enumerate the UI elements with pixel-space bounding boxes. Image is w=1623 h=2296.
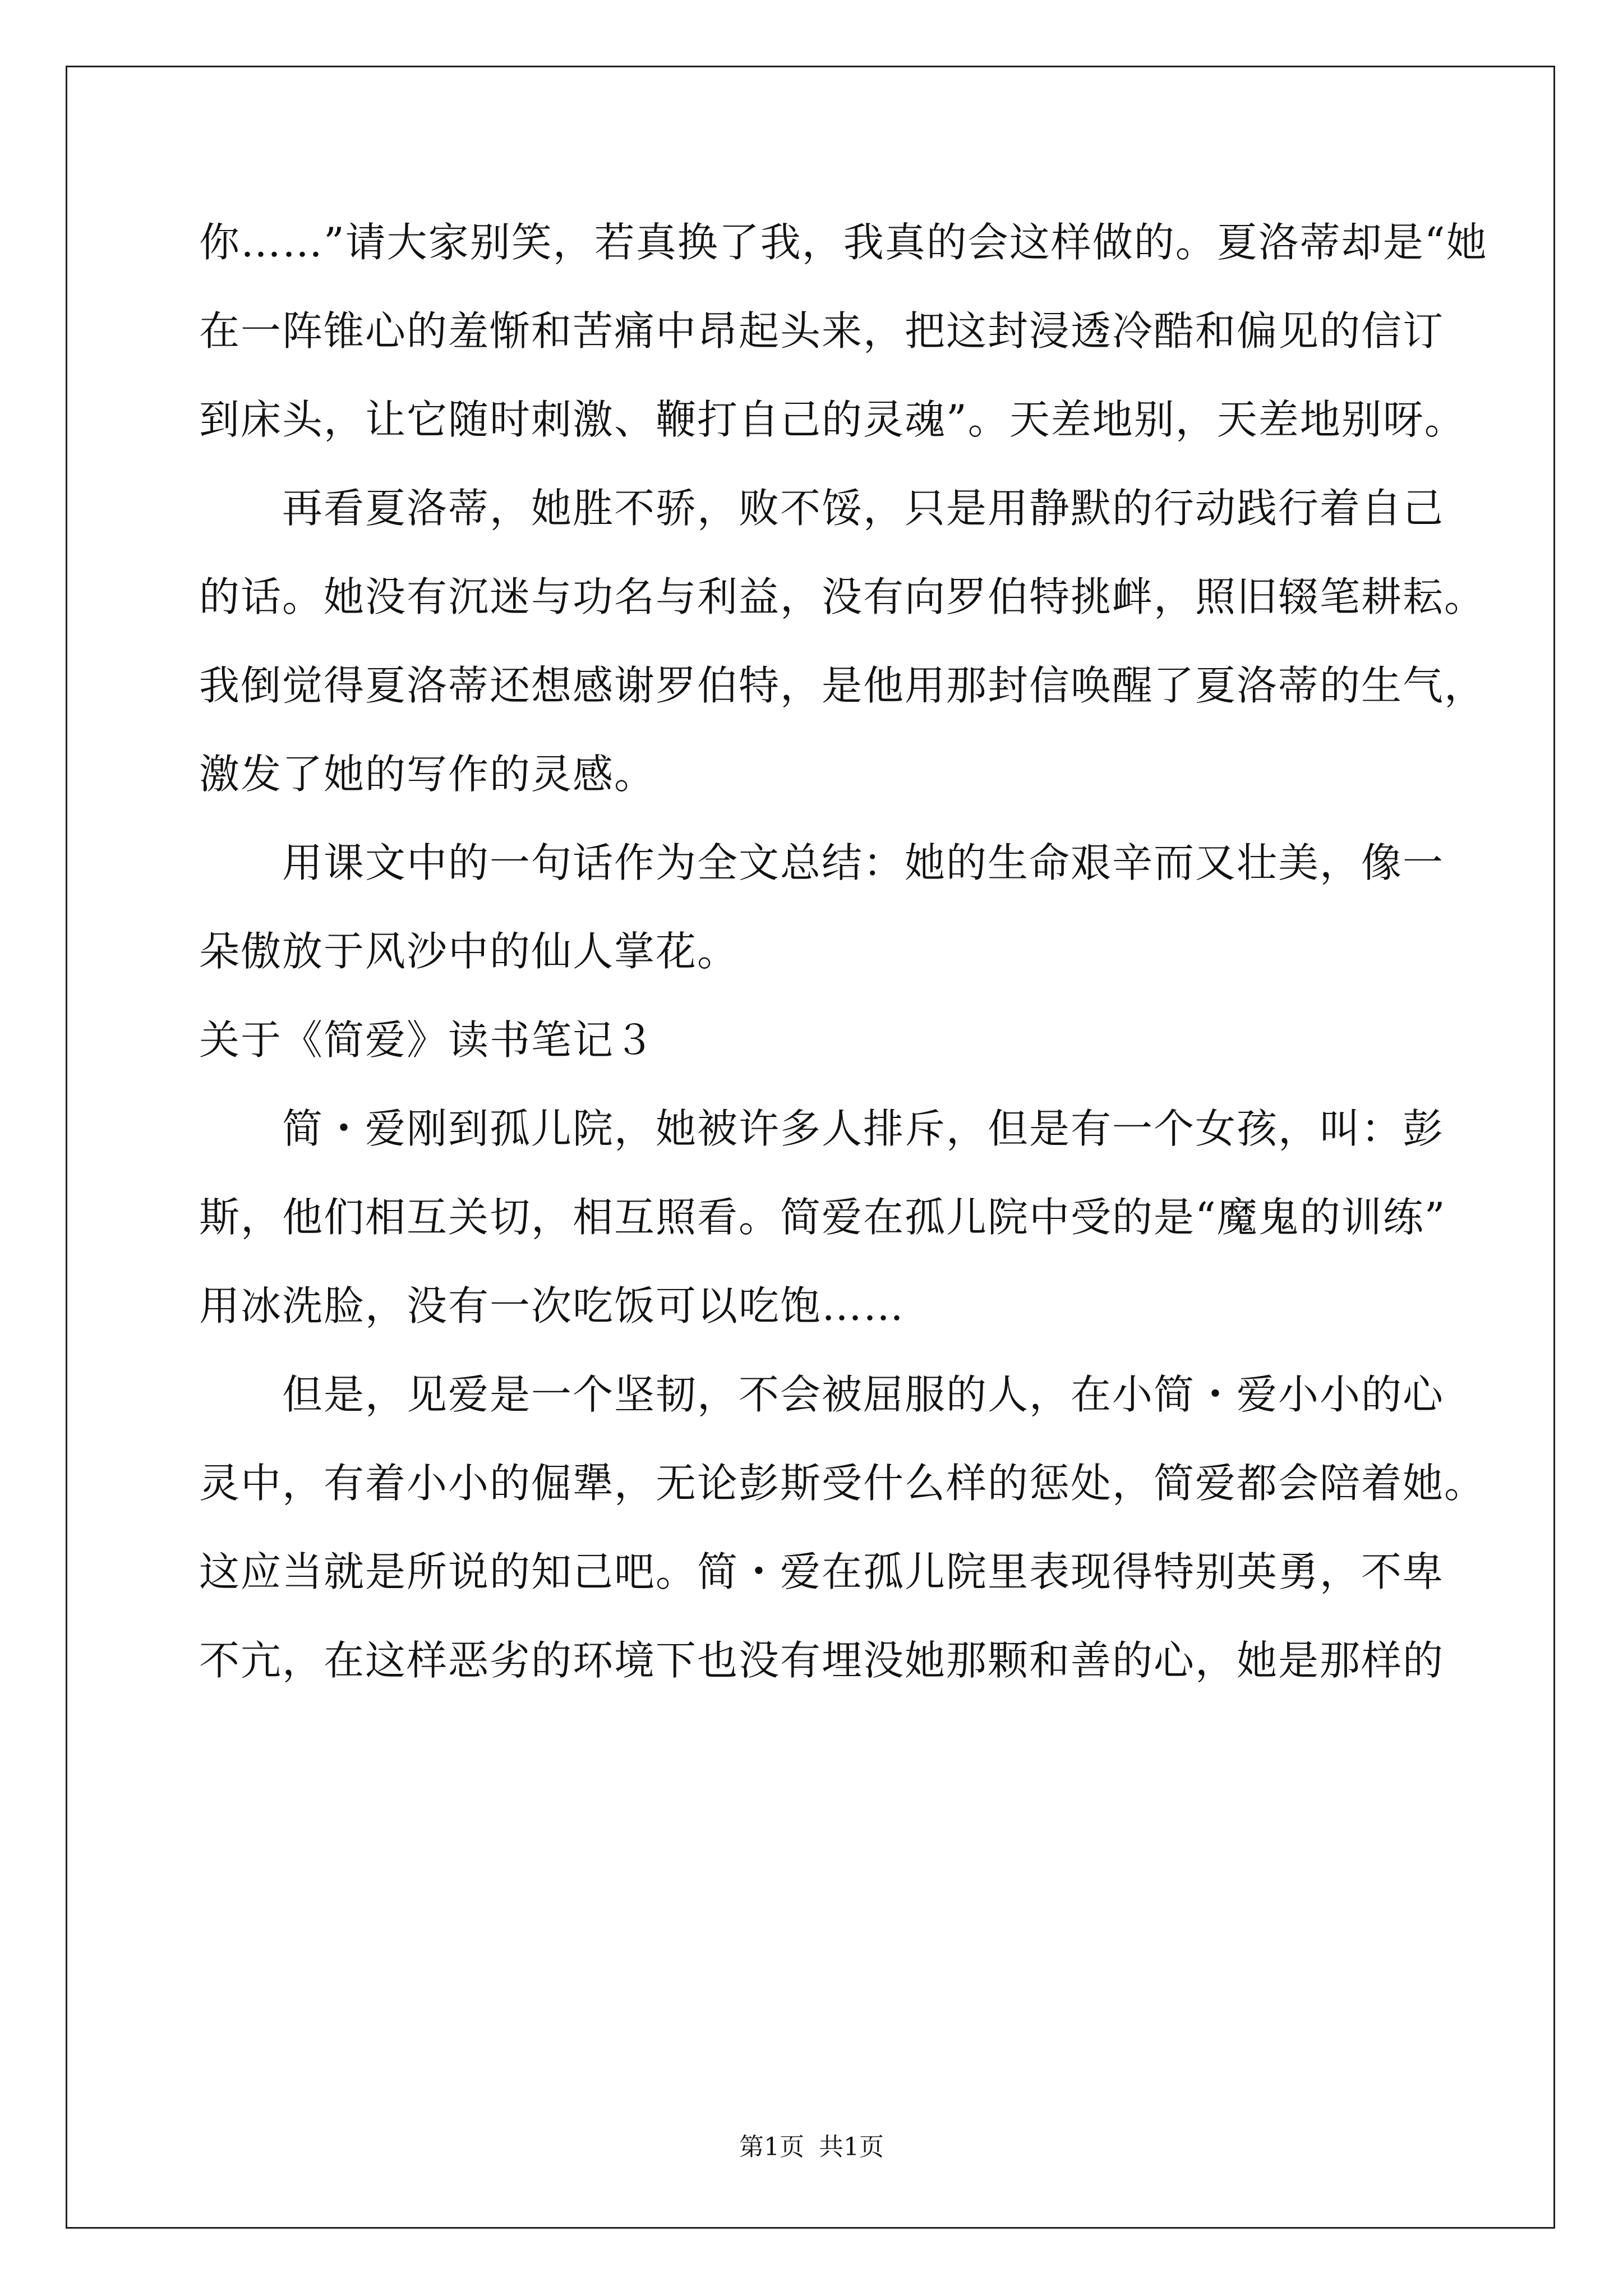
paragraph-start-line: 但是，见爱是一个坚韧，不会被屈服的人，在小简・爱小小的心 — [282, 1371, 1445, 1418]
text-line: 不亢，在这样恶劣的环境下也没有埋没她那颗和善的心，她是那样的 — [199, 1637, 1445, 1684]
text-line: 激发了她的写作的灵感。 — [199, 751, 656, 798]
text-line: 灵中，有着小小的倔犟，无论彭斯受什么样的惩处，简爱都会陪着她。 — [199, 1460, 1486, 1507]
page-footer — [0, 2131, 1623, 2164]
text-line: 你……”请大家别笑，若真换了我，我真的会这样做的。夏洛蒂却是“她 — [199, 219, 1488, 266]
section-heading: 关于《简爱》读书笔记３ — [199, 1016, 656, 1064]
paragraph-start-line: 用课文中的一句话作为全文总结：她的生命艰辛而又壮美，像一 — [282, 839, 1445, 886]
text-line: 的话。她没有沉迷与功名与利益，没有向罗伯特挑衅，照旧辍笔耕耘。 — [199, 573, 1486, 620]
text-line: 斯，他们相互关切，相互照看。简爱在孤儿院中受的是“魔鬼的训练” — [199, 1194, 1446, 1241]
text-line: 这应当就是所说的知己吧。简・爱在孤儿院里表现得特别英勇，不卑 — [199, 1548, 1445, 1595]
paragraph-start-line: 再看夏洛蒂，她胜不骄，败不馁，只是用静默的行动践行着自己 — [282, 485, 1445, 532]
page-total: 共1页 — [819, 2133, 884, 2161]
paragraph-start-line: 简・爱刚到孤儿院，她被许多人排斥，但是有一个女孩，叫：彭 — [282, 1105, 1445, 1152]
text-line: 在一阵锥心的羞惭和苦痛中昂起头来，把这封浸透冷酷和偏见的信订 — [199, 307, 1445, 355]
text-line: 朵傲放于风沙中的仙人掌花。 — [199, 928, 739, 975]
text-line: 用冰洗脸，没有一次吃饭可以吃饱…… — [199, 1282, 905, 1329]
page-number: 第1页 — [739, 2133, 804, 2161]
text-line: 我倒觉得夏洛蒂还想感谢罗伯特，是他用那封信唤醒了夏洛蒂的生气， — [199, 662, 1486, 709]
text-line: 到床头，让它随时刺激、鞭打自己的灵魂”。天差地别，天差地别呀。 — [199, 396, 1466, 443]
